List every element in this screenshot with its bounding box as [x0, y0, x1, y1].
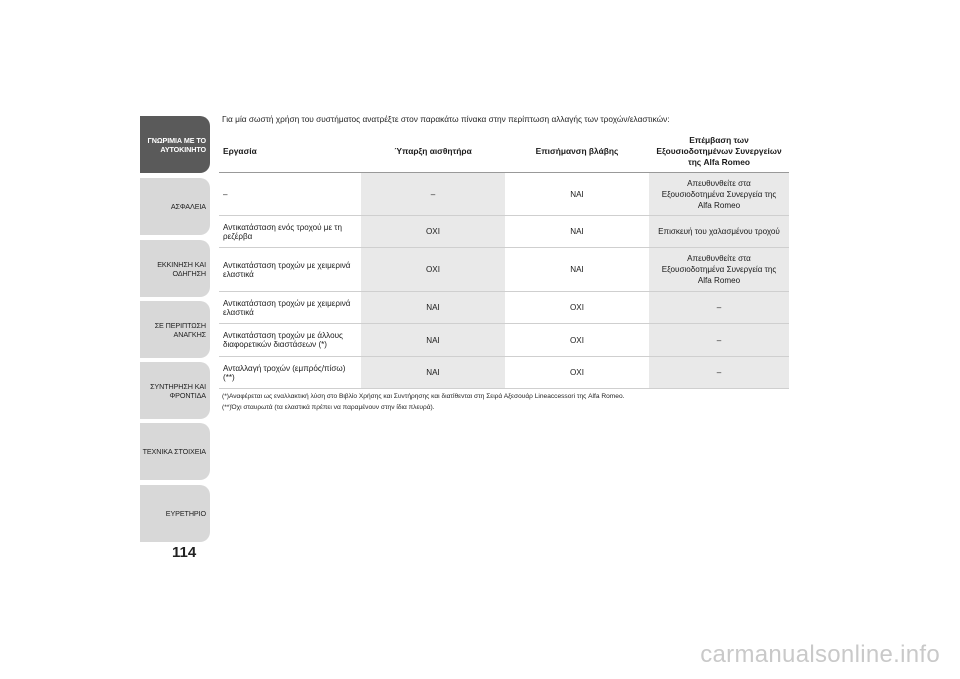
cell-service: – [649, 324, 789, 357]
cell-fault: ΝΑΙ [505, 173, 649, 216]
cell-fault: ΝΑΙ [505, 248, 649, 292]
header-fault-indication: Επισήμανση βλάβης [505, 130, 649, 173]
cell-fault: ΟΧΙ [505, 292, 649, 324]
cell-service [649, 248, 789, 292]
cell-service-text: Επισκευή του χαλασμένου τροχού [658, 227, 780, 236]
table-row [219, 173, 789, 216]
footnote: (*)Αναφέρεται ως εναλλακτική λύση στο Βιβλίο Χρήσης και Συντήρησης και διατίθενται στη Σειρά Αξεσουάρ Lineaccessori της Alfa Romeo. [222, 393, 625, 400]
table-row [219, 324, 789, 357]
cell-operation: Αντικατάσταση ενός τροχού με τη ρεζέρβα [219, 216, 361, 248]
cell-sensor: ΝΑΙ [361, 357, 505, 389]
table-row [219, 357, 789, 389]
table-row [219, 216, 789, 248]
cell-sensor: ΟΧΙ [361, 248, 505, 292]
tab-safety[interactable] [140, 178, 210, 235]
cell-sensor: ΟΧΙ [361, 216, 505, 248]
cell-operation: – [219, 173, 361, 216]
cell-operation: Αντικατάσταση τροχών με χειμερινά ελαστικά [219, 292, 361, 324]
cell-fault: ΟΧΙ [505, 357, 649, 389]
header-service-label: Επέμβαση των Εξουσιοδοτημένων Συνεργείων της Alfa Romeo [656, 134, 782, 167]
cell-operation: Αντικατάσταση τροχών με χειμερινά ελαστικά [219, 248, 361, 292]
tab-label: ΓΝΩΡΙΜΙΑ ΜΕ ΤΟ ΑΥΤΟΚΙΝΗΤΟ [147, 135, 206, 154]
tab-starting-driving[interactable] [140, 240, 210, 297]
watermark: carmanualsonline.info [700, 641, 940, 668]
cell-sensor: ΝΑΙ [361, 292, 505, 324]
tab-index[interactable] [140, 485, 210, 542]
cell-sensor: ΝΑΙ [361, 324, 505, 357]
tab-label: ΕΚΚΙΝΗΣΗ ΚΑΙ ΟΔΗΓΗΣΗ [157, 259, 206, 278]
footnote: (**)Όχι σταυρωτά (τα ελαστικά πρέπει να παραμένουν στην ίδια πλευρά). [222, 404, 435, 411]
cell-fault: ΟΧΙ [505, 324, 649, 357]
cell-sensor: – [361, 173, 505, 216]
tab-emergency[interactable] [140, 301, 210, 358]
cell-service [649, 173, 789, 216]
tab-label: ΣΕ ΠΕΡΙΠΤΩΣΗ ΑΝΑΓΚΗΣ [154, 320, 206, 339]
footnotes [222, 391, 624, 413]
cell-operation: Ανταλλαγή τροχών (εμπρός/πίσω)(**) [219, 357, 361, 389]
page-number: 114 [172, 544, 197, 561]
cell-service [649, 216, 789, 248]
cell-operation: Αντικατάσταση τροχών με άλλους διαφορετικών διαστάσεων (*) [219, 324, 361, 357]
tab-label: ΕΥΡΕΤΗΡΙΟ [165, 509, 206, 518]
table-row [219, 292, 789, 324]
tab-label: ΣΥΝΤΗΡΗΣΗ ΚΑΙ ΦΡΟΝΤΙΔΑ [150, 381, 206, 400]
header-service-intervention [649, 130, 789, 173]
tab-getting-to-know[interactable] [140, 116, 210, 173]
intro-text: Για μία σωστή χρήση του συστήματος ανατρέξτε στον παρακάτω πίνακα στην περίπτωση αλλαγής των τροχών/ελαστικών: [222, 114, 670, 124]
cell-service: – [649, 292, 789, 324]
tab-maintenance[interactable] [140, 362, 210, 419]
table-row [219, 248, 789, 292]
cell-service-text: Απευθυνθείτε στα Εξουσιοδοτημένα Συνεργεία της Alfa Romeo [661, 254, 777, 285]
cell-service: – [649, 357, 789, 389]
header-sensor-present: Ύπαρξη αισθητήρα [361, 130, 505, 173]
tire-change-table [219, 130, 789, 389]
cell-service-text: Απευθυνθείτε στα Εξουσιοδοτημένα Συνεργεία της Alfa Romeo [661, 178, 777, 210]
header-operation: Εργασία [219, 130, 361, 173]
tab-label: ΑΣΦΑΛΕΙΑ [170, 202, 206, 211]
cell-fault: ΝΑΙ [505, 216, 649, 248]
table-header-row [219, 130, 789, 173]
tab-label: ΤΕΧΝΙΚΑ ΣΤΟΙΧΕΙΑ [142, 447, 206, 456]
tab-technical-data[interactable] [140, 423, 210, 480]
